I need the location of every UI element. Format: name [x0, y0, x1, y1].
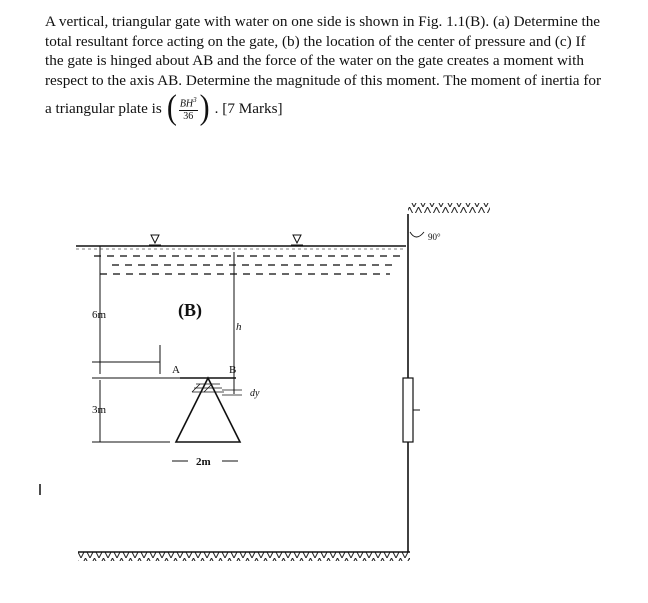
dy-label: dy [250, 388, 260, 399]
question-line: A vertical, triangular gate with water on one side is shown in Fig. 1.1(B). (a) Determine the [45, 13, 601, 30]
point-B-label: B [229, 364, 237, 376]
gate-side-view [403, 378, 413, 442]
question-line-suffix: . [7 Marks] [214, 99, 283, 117]
wall-top-hatch [408, 203, 490, 213]
right-paren: ) [199, 88, 210, 127]
question-line: respect to the axis AB. Determine the magnitude of this moment. The moment of inertia for [45, 71, 602, 89]
water-hatching [94, 256, 406, 274]
point-A-label: A [172, 364, 180, 376]
left-paren: ( [166, 88, 177, 127]
question-line: total resultant force acting on the gate, (b) the location of the center of pressure and (c) If [45, 32, 586, 50]
formula-numerator: $BH^3$ [179, 96, 197, 110]
angle-label: 90° [428, 232, 441, 242]
h-label: h [236, 321, 242, 333]
question-line-prefix: a triangular plate is [45, 99, 162, 117]
right-angle-arc [410, 232, 424, 237]
ground-hatch [78, 552, 410, 561]
surface-marker-icon [149, 235, 161, 245]
base-label: 2m [196, 456, 211, 468]
gate-hatching [192, 384, 224, 392]
depth-label: 6m [92, 309, 107, 321]
figure-label: (B) [178, 300, 202, 320]
question-line: the gate is hinged about AB and the force of the water on the gate creates a moment with [45, 52, 584, 70]
surface-marker-icon [291, 235, 303, 245]
formula-denominator: 36 [183, 110, 194, 122]
height-label: 3m [92, 404, 107, 416]
formula-exponent: 3 [193, 96, 197, 105]
